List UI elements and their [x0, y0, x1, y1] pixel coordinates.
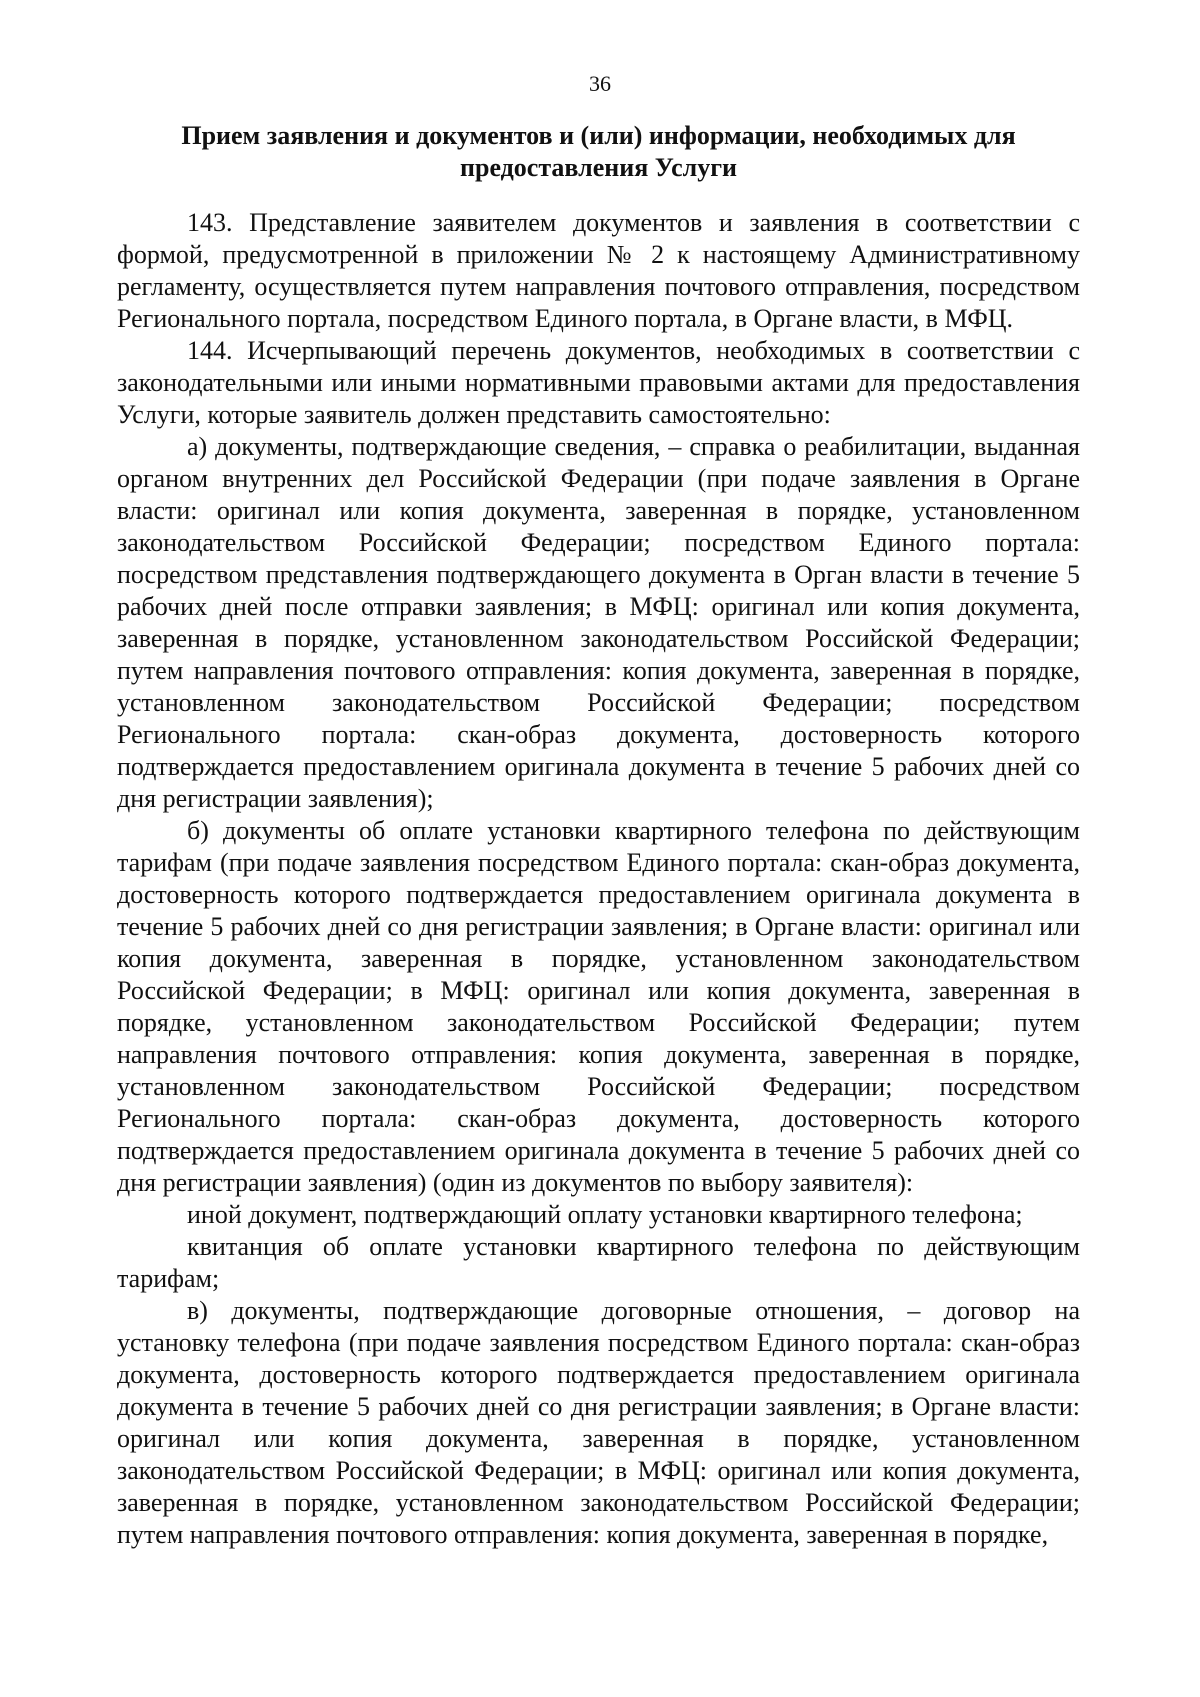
paragraph-item-b: б) документы об оплате установки квартирного телефона по действующим тарифам (при подаче заявления посредством Единого портала: скан-образ документа, достоверность которого подтверждается предоставлением оригинала документа в течение 5 рабочих дней со дня регистрации заявления; в Органе власти: оригинал или копия документа, заверенная в порядке, установленном законодательством Российской Федерации; в МФЦ: оригинал или копия документа, заверенная в порядке, установленном законодательством Российской Федерации; путем направления почтового отправления: копия документа, заверенная в порядке, установленном законодательством Российской Федерации; посредством Регионального портала: скан-образ документа, достоверность которого подтверждается предоставлением оригинала документа в течение 5 рабочих дней со дня регистрации заявления) (один из документов по выбору заявителя): [117, 816, 1080, 1197]
paragraph-option-receipt: квитанция об оплате установки квартирного телефона по действующим тарифам; [117, 1232, 1080, 1293]
section-title: Прием заявления и документов и (или) информации, необходимых для предоставления Услуги [181, 121, 1016, 182]
paragraph-option-other-document: иной документ, подтверждающий оплату установки квартирного телефона; [187, 1200, 1023, 1229]
paragraph-item-v: в) документы, подтверждающие договорные отношения, – договор на установку телефона (при подаче заявления посредством Единого портала: скан-образ документа, достоверность которого подтверждается предоставлением оригинала документа в течение 5 рабочих дней со дня регистрации заявления; в Органе власти: оригинал или копия документа, заверенная в порядке, установленном законодательством Российской Федерации; в МФЦ: оригинал или копия документа, заверенная в порядке, установленном законодательством Российской Федерации; путем направления почтового отправления: копия документа, заверенная в порядке, [117, 1296, 1080, 1549]
document-body [117, 207, 1080, 1551]
paragraph-143: 143. Представление заявителем документов и заявления в соответствии с формой, предусмотренной в приложении № 2 к настоящему Административному регламенту, осуществляется путем направления почтового отправления, посредством Регионального портала, посредством Единого портала, в Органе власти, в МФЦ. [117, 208, 1080, 333]
paragraph-144: 144. Исчерпывающий перечень документов, необходимых в соответствии с законодательными или иными нормативными правовыми актами для предоставления Услуги, которые заявитель должен представить самостоятельно: [117, 336, 1080, 429]
paragraph-item-a: а) документы, подтверждающие сведения, – справка о реабилитации, выданная органом внутренних дел Российской Федерации (при подаче заявления в Органе власти: оригинал или копия документа, заверенная в порядке, установленном законодательством Российской Федерации; посредством Единого портала: посредством представления подтверждающего документа в Орган власти в течение 5 рабочих дней после отправки заявления; в МФЦ: оригинал или копия документа, заверенная в порядке, установленном законодательством Российской Федерации; путем направления почтового отправления: копия документа, заверенная в порядке, установленном законодательством Российской Федерации; посредством Регионального портала: скан-образ документа, достоверность которого подтверждается предоставлением оригинала документа в течение 5 рабочих дней со дня регистрации заявления); [117, 432, 1080, 813]
page-number: 36 [589, 71, 611, 96]
